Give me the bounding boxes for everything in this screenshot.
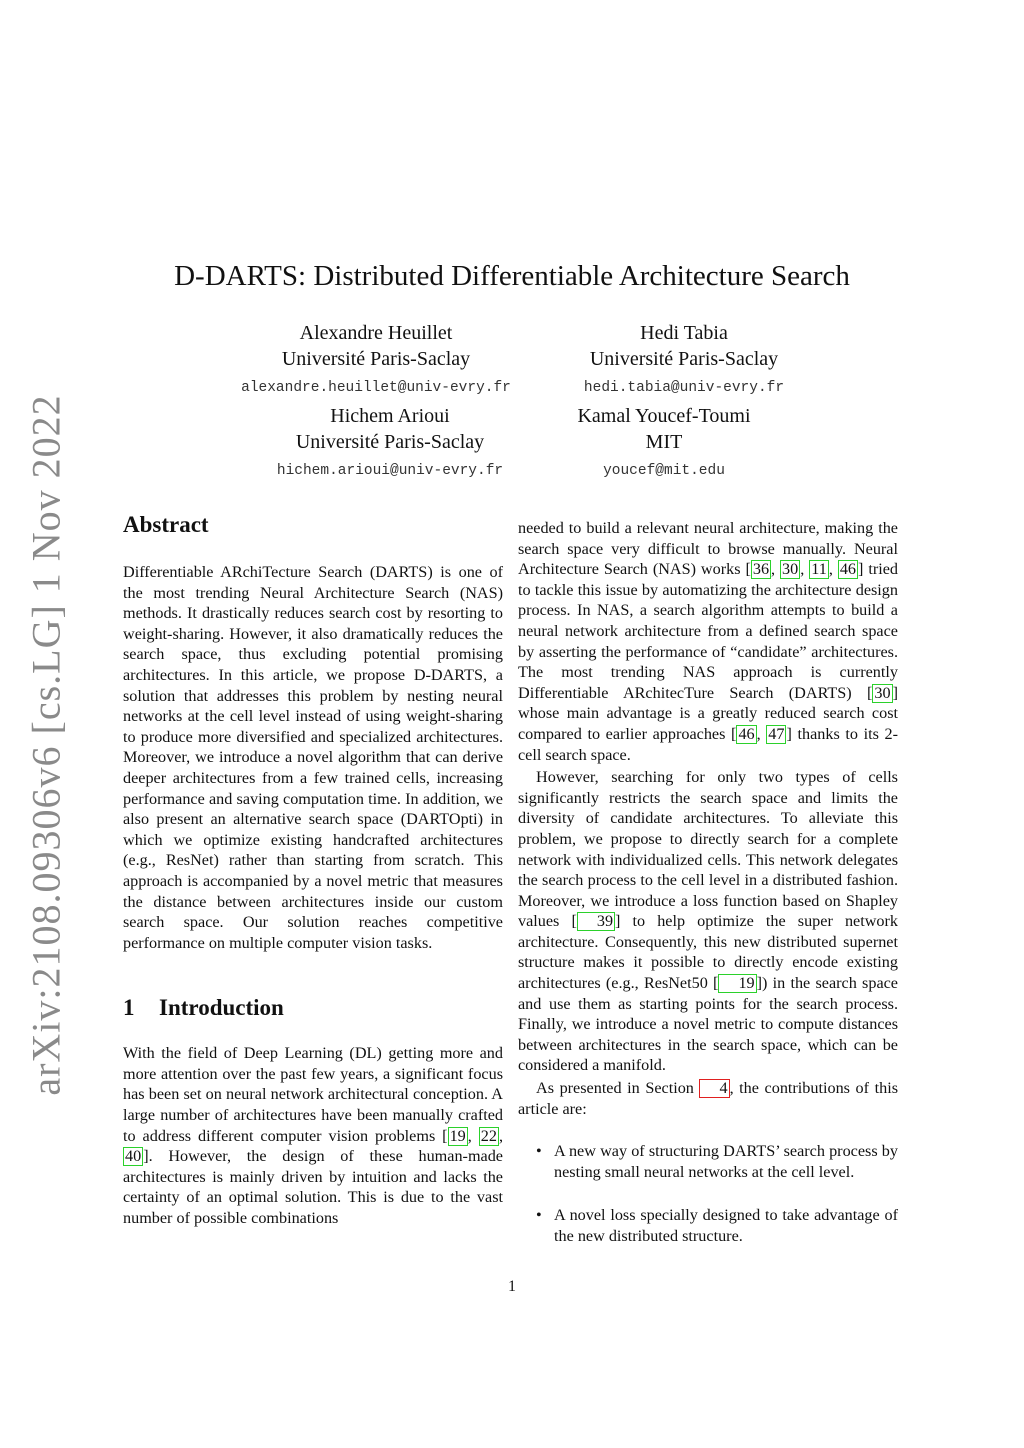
intro-paragraph-1-continued: needed to build a relevant neural architecture, making the search space very difficult to browse manually. Neural Architecture Search (NAS) works [ 36 , 30 , 11 , 46 ] tried to tackle this issue by automatizing the architecture design process. In NAS, a search algorithm attempts to build a neural network architecture from a defined search space by asserting the performance of “candidate” architectures. The most trending NAS approach is currently Differentiable ARchitecTure Search (DARTS) [ 30 ] whose main advantage is a greatly reduced search cost compared to earlier approaches [ 46 , 47 ] thanks to its 2-cell search space. <box>518 519 899 764</box>
text-run: needed to build a relevant neural architecture, making the search space very difficult to browse manually. Neural Architecture Search (NAS) works [ <box>518 519 898 579</box>
author-email: hichem.arioui@univ-evry.fr <box>276 463 504 479</box>
citation-link[interactable]: 36 <box>752 560 770 579</box>
citation-link[interactable]: 47 <box>768 724 785 743</box>
author-affiliation: Université Paris-Saclay <box>295 431 485 453</box>
author-email: youcef@mit.edu <box>603 463 725 479</box>
right-column <box>518 518 898 1270</box>
citation-link[interactable]: 30 <box>874 683 891 702</box>
citation-link[interactable]: 46 <box>738 724 755 743</box>
list-item-text: A novel loss specially designed to take advantage of the new distributed structure. <box>554 1206 898 1245</box>
author-name: Kamal Youcef-Toumi <box>577 405 751 427</box>
contributions-list <box>518 1141 898 1246</box>
text-run: ]. However, the design of these human-made architectures is mainly driven by intuition and lacks the certainty of an optimal solution. This is due to the vast number of possible combinations <box>123 1147 503 1228</box>
bullet-icon: • <box>536 1142 542 1161</box>
section-title: Introduction <box>159 995 284 1021</box>
text-run: ] tried to tackle this issue by automatizing the architecture design process. In NAS, a search algorithm attempts to build a neural network architecture from a defined search space by asserting the performance of “candidate” architectures. The most trending NAS approach is currently Differentiable ARchitecTure Search (DARTS) [ <box>518 560 899 702</box>
author-affiliation: Université Paris-Saclay <box>589 348 779 370</box>
author-name: Hedi Tabia <box>640 322 728 344</box>
author-name: Hichem Arioui <box>330 405 450 427</box>
arxiv-identifier: arXiv:2108.09306v6 [cs.LG] 1 Nov 2022 <box>23 394 69 1096</box>
list-item <box>518 1205 898 1246</box>
citation-link[interactable]: 19 <box>718 974 756 993</box>
author-block-1 <box>226 320 526 398</box>
text-run: , the contributions of this article are: <box>518 1079 898 1118</box>
author-affiliation: Université Paris-Saclay <box>281 348 471 370</box>
citation-link[interactable]: 22 <box>480 1126 497 1145</box>
author-email: hedi.tabia@univ-evry.fr <box>583 380 785 396</box>
list-item-text: A new way of structuring DARTS’ search process by nesting small neural networks at the cell level. <box>554 1142 898 1181</box>
citation-link[interactable]: 19 <box>449 1126 466 1145</box>
paper-title: D-DARTS: Distributed Differentiable Architecture Search <box>174 260 850 292</box>
author-email: alexandre.heuillet@univ-evry.fr <box>241 380 511 396</box>
abstract-text: Differentiable ARchiTecture Search (DARTS) is one of the most trending Neural Architecture Search (NAS) methods. It drastically reduces search cost by resorting to weight-sharing. However, it also dramatically reduces the search space, thus excluding potential promising architectures. In this article, we propose D-DARTS, a solution that addresses this problem by nesting neural networks at the cell level instead of using weight-sharing to produce more diversified and specialized architectures. Moreover, we introduce a novel algorithm that can derive deeper architectures from a few trained cells, increasing performance and saving computation time. In addition, we also present an alternative search space (DARTOpti) in which we optimize existing handcrafted architectures (e.g., ResNet) rather than starting from scratch. This approach is accompanied by a novel metric that measures the distance between architectures inside our custom search space. Our solution reaches competitive performance on multiple computer vision tasks. <box>123 563 503 952</box>
author-name: Alexandre Heuillet <box>299 322 453 344</box>
introduction-heading <box>123 993 503 1023</box>
page-number: 1 <box>508 1278 516 1295</box>
left-column <box>123 510 503 1229</box>
text-run: However, searching for only two types of cells significantly restricts the search space and limits the diversity of candidate architectures. To alleviate this problem, we propose to directly search for a complete network with individualized cells. This network delegates the search process to the cell level in a distributed fashion. Moreover, we introduce a loss function based on Shapley values [ <box>518 768 898 931</box>
citation-link[interactable]: 40 <box>125 1147 142 1166</box>
citation-link[interactable]: 11 <box>811 560 827 579</box>
author-block-2 <box>544 320 824 398</box>
citation-link[interactable]: 46 <box>839 560 856 579</box>
section-number: 1 <box>123 995 135 1021</box>
text-run: As presented in Section <box>536 1079 700 1098</box>
text-run: ] whose main advantage is a greatly reduced search cost compared to earlier approaches [ <box>518 683 898 743</box>
text-run: ]) in the search space and use them as starting points for the search process. Finally, we introduce a novel metric to compute distances between architectures in the search space, which can be considered a manifold. <box>518 974 898 1075</box>
intro-paragraph-1: With the field of Deep Learning (DL) getting more and more attention over the past few years, a significant focus has been set on neural network architectural conception. A large number of architectures have been manually crafted to address different computer vision problems [ 19 , 22 , 40 ]. However, the design of these human-made architectures is mainly driven by intuition and lacks the certainty of an optimal solution. This is due to the vast number of possible combinations <box>123 1044 503 1228</box>
list-item <box>518 1141 898 1182</box>
intro-paragraph-2 <box>518 767 898 1076</box>
text-run: ] to help optimize the super network architecture. Consequently, this new distributed supernet structure makes it possible to directly encode existing architectures (e.g., ResNet50 [ <box>518 912 898 993</box>
citation-link[interactable]: 30 <box>782 560 799 579</box>
bullet-icon: • <box>536 1206 542 1225</box>
citation-link[interactable]: 39 <box>577 912 615 931</box>
section-ref-link[interactable]: 4 <box>699 1079 729 1098</box>
author-block-3 <box>240 403 540 481</box>
author-affiliation: MIT <box>645 431 683 453</box>
text-run: With the field of Deep Learning (DL) getting more and more attention over the past few years, a significant focus has been set on neural network architectural conception. A large number of architectures have been manually crafted to address different computer vision problems [ <box>123 1044 503 1145</box>
text-run: ] thanks to its 2-cell search space. <box>518 724 899 764</box>
author-block-4 <box>544 403 784 481</box>
intro-paragraph-3 <box>518 1078 898 1119</box>
abstract-heading: Abstract <box>123 512 209 537</box>
